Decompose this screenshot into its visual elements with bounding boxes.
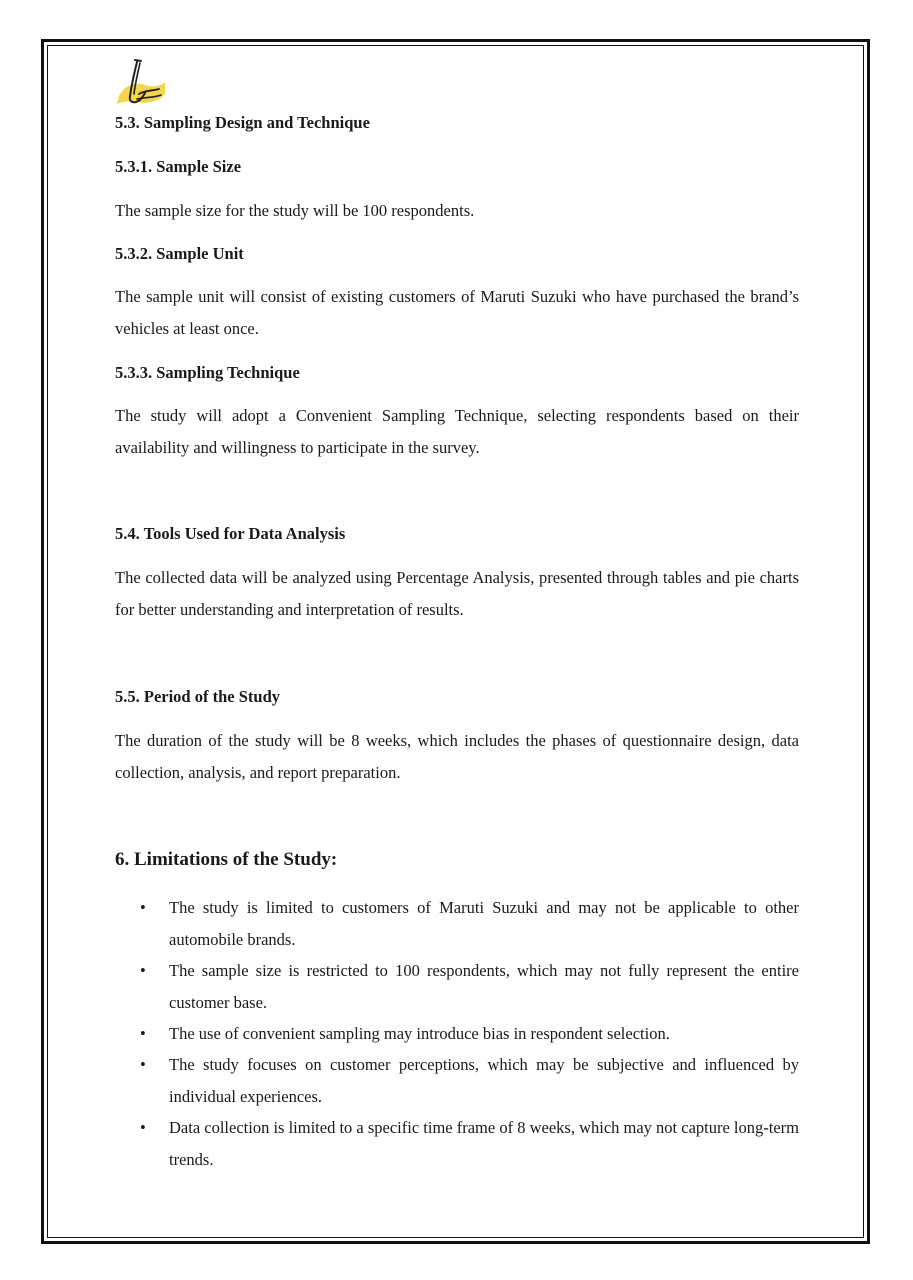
limitation-text: The study is limited to customers of Maruti Suzuki and may not be applicable to other automobile brands. [169, 898, 799, 949]
section-heading-5-3-2: 5.3.2. Sample Unit [115, 244, 244, 263]
section-heading-5-3: 5.3. Sampling Design and Technique [115, 113, 370, 132]
bullet-icon: • [140, 1118, 146, 1137]
section-heading-5-4: 5.4. Tools Used for Data Analysis [115, 524, 346, 543]
limitation-text: Data collection is limited to a specific time frame of 8 weeks, which may not capture long-term trends. [169, 1118, 799, 1169]
bullet-icon: • [140, 961, 146, 980]
sampling-technique-text: The study will adopt a Convenient Sampling Technique, selecting respondents based on their availability and willingness to participate in the survey. [115, 406, 799, 457]
sample-unit-text: The sample unit will consist of existing customers of Maruti Suzuki who have purchased the brand’s vehicles at least once. [115, 287, 799, 338]
study-period-text: The duration of the study will be 8 weeks, which includes the phases of questionnaire design, data collection, analysis, and report preparation. [115, 731, 799, 782]
section-heading-5-3-3: 5.3.3. Sampling Technique [115, 363, 300, 382]
limitation-text: The study focuses on customer perceptions, which may be subjective and influenced by individual experiences. [169, 1055, 799, 1106]
pen-with-highlight-icon [115, 58, 167, 108]
tools-analysis-text: The collected data will be analyzed using Percentage Analysis, presented through tables and pie charts for better understanding and interpretation of results. [115, 568, 799, 619]
bullet-icon: • [140, 898, 146, 917]
limitation-text: The use of convenient sampling may introduce bias in respondent selection. [169, 1024, 670, 1043]
section-heading-6: 6. Limitations of the Study: [115, 849, 338, 870]
section-heading-5-3-1: 5.3.1. Sample Size [115, 157, 242, 176]
bullet-icon: • [140, 1024, 146, 1043]
bullet-icon: • [140, 1055, 146, 1074]
sample-size-text: The sample size for the study will be 100 respondents. [115, 201, 475, 220]
limitation-text: The sample size is restricted to 100 respondents, which may not fully represent the entire customer base. [169, 961, 799, 1012]
section-heading-5-5: 5.5. Period of the Study [115, 687, 280, 706]
